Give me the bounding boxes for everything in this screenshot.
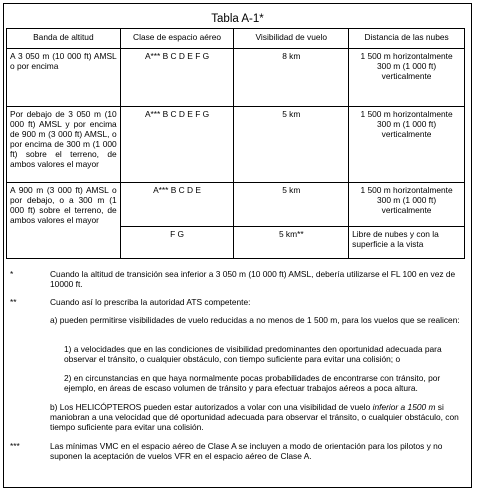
distance-vertical-label: verticalmente	[381, 129, 432, 139]
vmc-table	[6, 28, 465, 259]
table-row	[7, 107, 465, 183]
header-row	[7, 29, 465, 49]
cell-band: A 3 050 m (10 000 ft) AMSL o por encima	[7, 49, 121, 107]
cell-visibility: 5 km	[234, 183, 349, 227]
footnote-mark: **	[10, 297, 17, 307]
cell-class: A*** B C D E F G	[120, 49, 234, 107]
footnote-mark: ***	[10, 441, 20, 451]
footnote-text: Cuando la altitud de transición sea inferior a 3 050 m (10 000 ft) AMSL, debería utilizarse el FL 100 en vez de 10000 ft.	[50, 269, 456, 289]
header-flight-visibility: Visibilidad de vuelo	[234, 29, 349, 49]
table-title: Tabla A-1*	[211, 13, 264, 25]
cell-band: Por debajo de 3 050 m (10 000 ft) AMSL y por encima de 900 m (3 000 ft) AMSL, o por encima de 300 m (1 000 ft) sobre el terreno, de ambos valores el mayor	[7, 107, 121, 183]
footnote-text: Cuando así lo prescriba la autoridad ATS competente:	[50, 297, 251, 307]
cell-class: F G	[120, 227, 234, 259]
table-row	[7, 183, 465, 227]
cell-class: A*** B C D E F G	[120, 107, 234, 183]
distance-horizontal: 1 500 m horizontalmente	[360, 51, 453, 61]
distance-vertical-value: 300 m (1 000 ft)	[377, 119, 437, 129]
cell-visibility: 8 km	[234, 49, 349, 107]
header-altitude-band: Banda de altitud	[7, 29, 121, 49]
footnote-b-italic: inferior a 1500 m	[372, 402, 436, 412]
cell-visibility: 5 km**	[234, 227, 349, 259]
footnote-item-b	[50, 402, 460, 432]
header-airspace-class: Clase de espacio aéreo	[120, 29, 234, 49]
distance-vertical-value: 300 m (1 000 ft)	[377, 61, 437, 71]
distance-horizontal: 1 500 m horizontalmente	[360, 185, 453, 195]
cell-band: A 900 m (3 000 ft) AMSL o por debajo, o a 300 m (1 000 ft) sobre el terreno, de ambos valores el mayor	[7, 183, 121, 259]
cell-distance	[349, 107, 465, 183]
cell-class: A*** B C D E	[120, 183, 234, 227]
header-cloud-distance: Distancia de las nubes	[349, 29, 465, 49]
table-row	[7, 49, 465, 107]
footnote-b-text-end: si maniobran a una velocidad que dé oportunidad adecuada para observar el tránsito, o cualquier obstáculo, con tiempo suficiente para evitar una colisión.	[50, 402, 459, 432]
footnote-mark: *	[10, 269, 14, 279]
cell-distance	[349, 183, 465, 227]
footnote-item-a1: 1) a velocidades que en las condiciones de visibilidad predominantes den oportunidad adecuada para observar el tránsito, o cualquier obstáculo, con tiempo suficiente para evitar una colisión; o	[64, 344, 442, 364]
distance-vertical-value: 300 m (1 000 ft)	[377, 195, 437, 205]
distance-vertical-label: verticalmente	[381, 71, 432, 81]
distance-horizontal: 1 500 m horizontalmente	[360, 109, 453, 119]
distance-vertical-label: verticalmente	[381, 205, 432, 215]
cell-distance	[349, 49, 465, 107]
footnote-item-a: a) pueden permitirse visibilidades de vuelo reducidas a no menos de 1 500 m, para los vuelos que se realicen:	[50, 315, 460, 325]
footnote-b-text: b) Los HELICÓPTEROS pueden estar autorizados a volar con una visibilidad de vuelo	[50, 402, 373, 412]
footnote-text: Las mínimas VMC en el espacio aéreo de Clase A se incluyen a modo de orientación para los pilotos y no suponen la aceptación de vuelos VFR en el espacio aéreo de Clase A.	[50, 441, 443, 461]
cell-visibility: 5 km	[234, 107, 349, 183]
footnote-item-a2: 2) en circunstancias en que haya normalmente pocas probabilidades de encontrarse con tránsito, por ejemplo, en áreas de escaso volumen de tránsito y para efectuar trabajos aéreos a poca altura.	[64, 373, 441, 393]
cell-distance: Libre de nubes y con la superficie a la vista	[349, 227, 465, 259]
